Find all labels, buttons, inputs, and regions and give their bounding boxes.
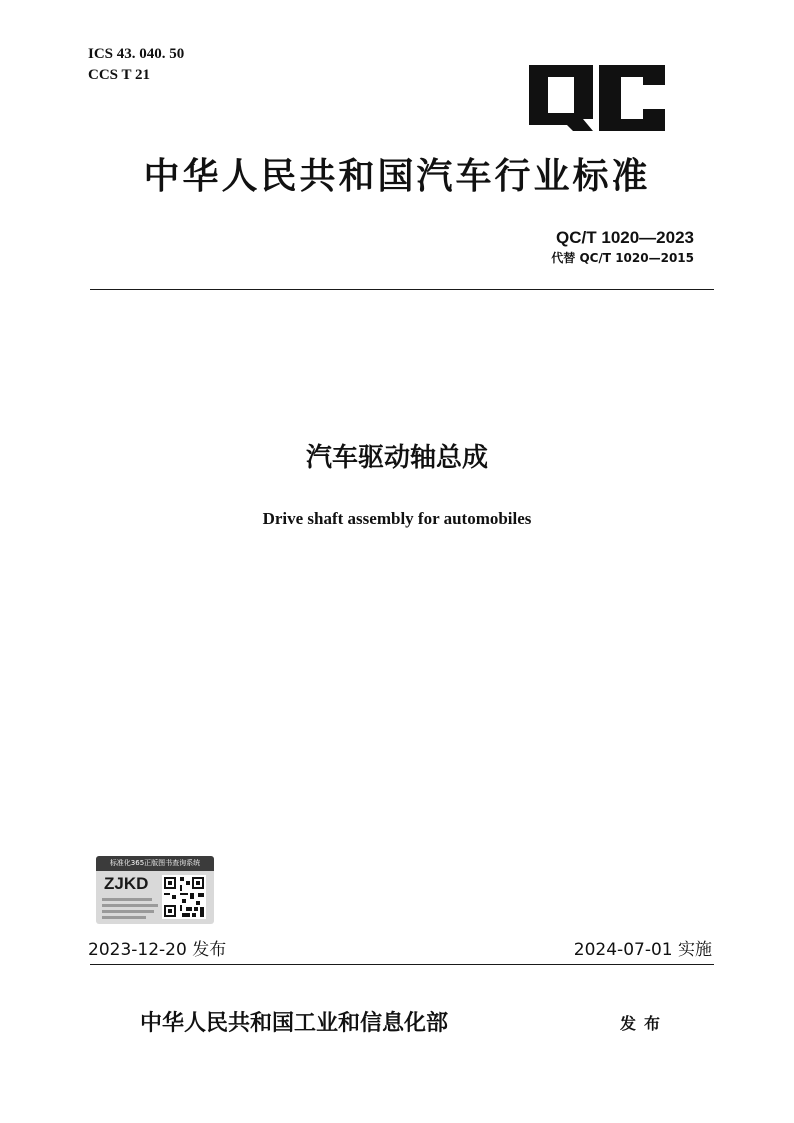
top-divider [90,289,714,290]
standard-number: QC/T 1020—2023 [556,228,694,247]
ics-code: ICS 43. 040. 50 [88,46,185,62]
publisher-name: 中华人民共和国工业和信息化部 [140,1010,449,1036]
anti-counterfeit-sticker [96,856,214,924]
document-title-en: Drive shaft assembly for automobiles [262,509,532,528]
qr-code-icon [162,875,206,919]
publish-label: 发布 [620,1014,669,1033]
sticker-header: 标准化365正版图书查询系统 [96,856,214,871]
ccs-code: CCS T 21 [88,67,150,83]
sticker-logo: ZJKD [104,874,149,893]
replaces-standard: 代替 QC/T 1020—2015 [551,251,694,265]
issue-date: 2023-12-20 发布 [88,940,227,960]
bottom-divider [90,964,714,965]
implementation-date: 2024-07-01 实施 [573,940,712,960]
standard-category-title: 中华人民共和国汽车行业标准 [143,155,651,197]
document-title-cn: 汽车驱动轴总成 [305,443,488,473]
sticker-fine-print [102,898,158,922]
qc-logo [527,63,667,133]
